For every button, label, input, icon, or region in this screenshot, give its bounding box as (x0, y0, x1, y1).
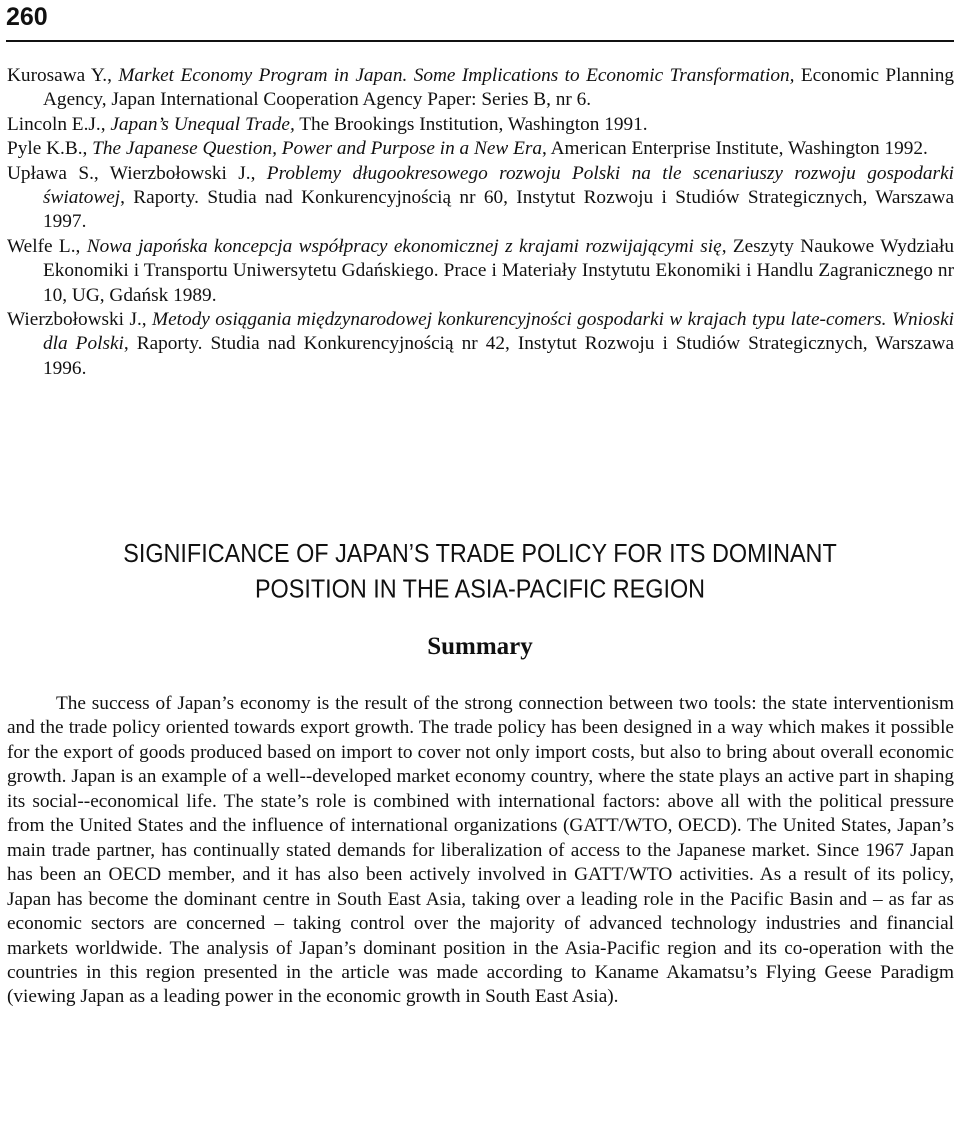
reference-details: The Brookings Institution, Washington 1991. (294, 113, 648, 135)
reference-list (7, 64, 954, 381)
reference-author: Pyle K.B. (7, 138, 83, 160)
article-title-line-1: SIGNIFICANCE OF JAPAN’S TRADE POLICY FOR ITS DOMINANT (123, 538, 837, 568)
reference-details: , Zeszyty Naukowe Wydziału Ekonomiki i Transportu Uniwersytetu Gdańskiego. Prace i Materiały Instytutu Ekonomiki i Handlu Zagranicznego nr 10, UG, Gdańsk 1989. (43, 235, 954, 306)
reference-details: , Raporty. Studia nad Konkurencyjnością nr 60, Instytut Rozwoju i Studiów Strategicznych, Warszawa 1997. (43, 187, 954, 233)
reference-author: Upława S., Wierzbołowski J. (7, 162, 251, 184)
reference-author: Lincoln E.J. (7, 113, 101, 135)
header-rule (6, 40, 954, 42)
reference-title: Metody osiągania międzynarodowej konkurencyjności gospodarki w krajach typu late-comers. Wnioski dla Polski (43, 309, 954, 355)
reference-author: Wierzbołowski J. (7, 309, 142, 331)
reference-entry: Lincoln E.J., Japan’s Unequal Trade, The Brookings Institution, Washington 1991. (7, 113, 648, 135)
reference-title: Nowa japońska koncepcja współpracy ekonomicznej z krajami rozwijającymi się (86, 235, 722, 257)
reference-details: , American Enterprise Institute, Washington 1992. (542, 138, 928, 160)
reference-entry: Wierzbołowski J., Metody osiągania międzynarodowej konkurencyjności gospodarki w krajach typu late-comers. Wnioski dla Polski, Raporty. Studia nad Konkurencyjnością nr 42, Instytut Rozwoju i Studiów Strategicznych, Warszawa 1996. (7, 309, 954, 379)
summary-paragraph: The success of Japan’s economy is the result of the strong connection between two tools: the state interventionism and the trade policy oriented towards export growth. The trade policy has been designed in a way which makes it possible for the export of goods produced based on import to cover not only import costs, but also to bring about overall economic growth. Japan is an example of a well--developed market economy country, where the state plays an active part in shaping its social--economical life. The state’s role is combined with international factors: above all with the political pressure from the United States and the influence of international organizations (GATT/WTO, OECD). The United States, Japan’s main trade partner, has continually stated demands for liberalization of access to the Japanese market. Since 1967 Japan has been an OECD member, and it has also been actively involved in GATT/WTO activities. As a result of its policy, Japan has become the dominant centre in South East Asia, taking over a leading role in the Pacific Basin and – as far as economic sectors are concerned – taking control over the majority of advanced technology industries and financial markets worldwide. The analysis of Japan’s dominant position in the Asia-Pacific region and its co-operation with the countries in this region presented in the article was made according to Kaname Akamatsu’s Flying Geese Paradigm (viewing Japan as a leading power in the economic growth in South East Asia). (7, 693, 954, 1008)
reference-details: Economic Planning Agency, Japan International Cooperation Agency Paper: Series B, nr 6. (43, 65, 954, 111)
reference-title: The Japanese Question, Power and Purpose in a New Era (92, 138, 543, 160)
reference-title: Problemy długookresowego rozwoju Polski na tle scenariuszy rozwoju gospodarki światowej (43, 162, 954, 209)
reference-details: , Raporty. Studia nad Konkurencyjnością nr 42, Instytut Rozwoju i Studiów Strategicznych, Warszawa 1996. (43, 333, 954, 379)
reference-title: Japan’s Unequal Trade, (110, 113, 295, 135)
reference-entry: Upława S., Wierzbołowski J., Problemy długookresowego rozwoju Polski na tle scenariuszy rozwoju gospodarki światowej, Raporty. Studia nad Konkurencyjnością nr 60, Instytut Rozwoju i Studiów Strategicznych, Warszawa 1997. (7, 162, 954, 233)
article-title (0, 535, 960, 607)
summary-heading: Summary (427, 633, 533, 660)
page-number: 260 (6, 3, 48, 31)
article-title-line-2: POSITION IN THE ASIA-PACIFIC REGION (254, 574, 706, 604)
reference-entry: Pyle K.B., The Japanese Question, Power and Purpose in a New Era, American Enterprise Institute, Washington 1992. (7, 138, 928, 160)
reference-entry: Welfe L., Nowa japońska koncepcja współpracy ekonomicznej z krajami rozwijającymi się, Zeszyty Naukowe Wydziału Ekonomiki i Transportu Uniwersytetu Gdańskiego. Prace i Materiały Instytutu Ekonomiki i Handlu Zagranicznego nr 10, UG, Gdańsk 1989. (7, 235, 954, 306)
reference-author: Welfe L. (7, 235, 76, 257)
reference-author: Kurosawa Y. (7, 65, 108, 86)
reference-title: Market Economy Program in Japan. Some Implications to Economic Transformation, (118, 65, 795, 86)
reference-entry: Kurosawa Y., Market Economy Program in Japan. Some Implications to Economic Transformation, Economic Planning Agency, Japan International Cooperation Agency Paper: Series B, nr 6. (7, 65, 954, 111)
